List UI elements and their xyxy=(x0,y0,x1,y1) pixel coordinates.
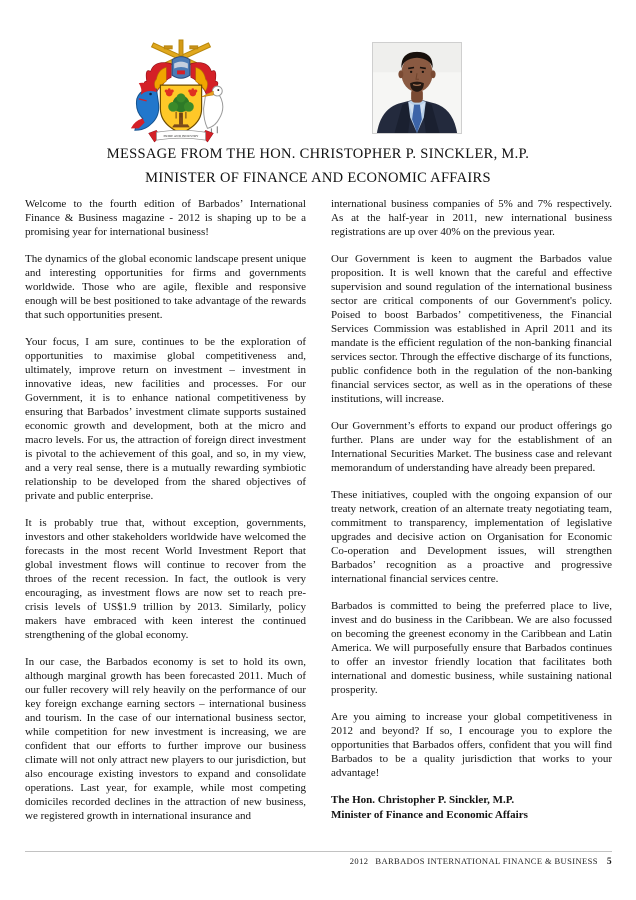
paragraph: Your focus, I am sure, continues to be the exploration of opportunities to maximise global competitiveness and, ultimately, improve return on investment – investment in innovative ideas, new facilities and processes. For our Government, it is to enhance national competitiveness by ensuring that Barbados’ investment climate supports sustained economic growth and development, both at the micro and macro levels. For us, the attraction of foreign direct investment is pivotal to the achievement of this goal, and so, in my view, and a very real sense, there is a mutually rewarding symbiotic relationship to be developed from the shared objectives of private and public enterprise. xyxy=(25,336,306,502)
minister-portrait-photo xyxy=(372,42,462,134)
article-body xyxy=(25,197,612,823)
signature-title: Minister of Finance and Economic Affairs xyxy=(331,809,528,821)
coat-of-arms-motto: PRIDE AND INDUSTRY xyxy=(163,134,199,139)
paragraph: international business companies of 5% and 7% respectively. As at the half-year in 2011, new international business registrations are up over 40% on the previous year. xyxy=(331,198,612,238)
paragraph: These initiatives, coupled with the ongoing expansion of our treaty network, creation of an alternate treaty negotiating team, commitment to transparency, implementation of legislative upgrades and decisive action on Organisation for Economic Co-operation and Development issues, will strengthen Barbados’ recognition as a proactive and progressive international financial services centre. xyxy=(331,489,612,585)
signature-name: The Hon. Christopher P. Sinckler, M.P. xyxy=(331,794,515,806)
footer-divider xyxy=(25,851,612,852)
page-footer xyxy=(350,856,612,867)
page-subtitle: MINISTER OF FINANCE AND ECONOMIC AFFAIRS xyxy=(145,170,491,186)
paragraph: Welcome to the fourth edition of Barbados’ International Finance & Business magazine - 2012 is shaping up to be a promising year for international business! xyxy=(25,198,306,238)
paragraph: Our Government’s efforts to expand our product offerings go further. Plans are under way for the establishment of an International Securities Market. The business case and relevant memorandum of understanding have already been prepared. xyxy=(331,420,612,474)
signature-block xyxy=(331,793,612,823)
footer-year: 2012 xyxy=(349,856,369,866)
paragraph: The dynamics of the global economic landscape present unique and interesting opportunities for firms and governments worldwide. Those who are agile, flexible and responsive enough will be best positioned to take advantage of the rewards that such opportunities present. xyxy=(25,253,306,321)
paragraph: It is probably true that, without exception, governments, investors and other stakeholders worldwide have welcomed the forecasts in the most recent World Investment Report that global investment flows will continue to recover from the throes of the recent recession. In fact, the outlook is very encouraging, as investment flows are now set to reach pre-crisis levels of US$1.9 trillion by 2013. Similarly, policy makers have embraced with keen interest the continued strengthening of the global economy. xyxy=(25,517,306,641)
footer-publication: BARBADOS INTERNATIONAL FINANCE & BUSINESS xyxy=(375,856,598,866)
right-column xyxy=(331,197,612,823)
page-title: MESSAGE FROM THE HON. CHRISTOPHER P. SINCKLER, M.P. xyxy=(106,146,530,162)
paragraph: Are you aiming to increase your global competitiveness in 2012 and beyond? If so, I encourage you to explore the opportunities that Barbados offers, confident that you will find Barbados to be a quality jurisdiction that works to your advantage! xyxy=(331,711,612,779)
left-column xyxy=(25,197,306,823)
paragraph: In our case, the Barbados economy is set to hold its own, although marginal growth has been forecasted 2011. Much of our fuller recovery will rely heavily on the performance of our key foreign exchange earning sectors – international business and tourism. In the case of our international business sector, while competition for new investment is increasing, we are confident that our efforts to further improve our business climate will not only attract new players to our jurisdiction, but also encourage existing investors to expand and consolidate operations. Last year, for example, while most competing domiciles recorded declines in the attraction of new business, we registered growth in international insurance and xyxy=(25,656,306,822)
footer-page-number: 5 xyxy=(606,857,612,867)
paragraph: Barbados is committed to being the preferred place to live, invest and do business in the Caribbean. We are also focussed on becoming the greenest economy in the Caribbean and Latin America. We will purposefully ensure that Barbados continues to offer an investor friendly location that facilitates both international and domestic business, while sustaining national prosperity. xyxy=(331,600,612,696)
barbados-coat-of-arms-icon xyxy=(127,36,235,150)
paragraph: Our Government is keen to augment the Barbados value proposition. It is well known that the careful and effective supervision and sound regulation of the international business sector are critical components of our Government's policy. Poised to boost Barbados’ competitiveness, the Financial Services Commission was established in April 2011 and its mandate is the efficient regulation of the non-banking financial services sector. Through the effective discharge of its functions, public confidence both in the regulation of the non-banking financial services sector, as well as in the operations of these institutions, will increase. xyxy=(331,253,612,405)
